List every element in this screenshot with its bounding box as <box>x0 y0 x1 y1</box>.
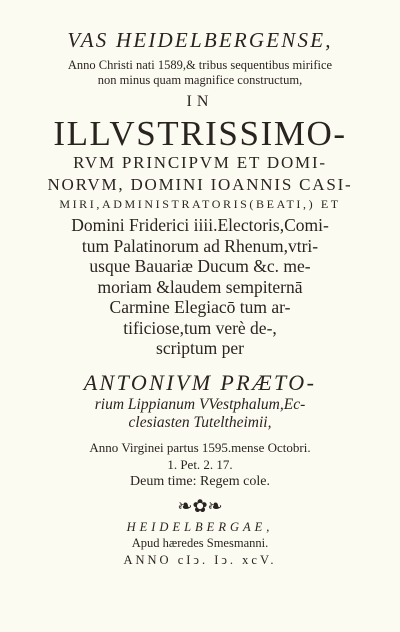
body-line: moriam &laudem sempiternā <box>97 276 303 297</box>
body-line: tificiose,tum verè de-, <box>123 317 277 338</box>
imprint-city: HEIDELBERGAE, <box>126 519 274 534</box>
author-line-3: clesiasten Tuteltheimii, <box>128 414 272 431</box>
subtitle-line-2: non minus quam magnifice constructum, <box>97 72 303 87</box>
date-line: Anno Virginei partus 1595.mense Octobri. <box>89 439 311 455</box>
in-word: IN <box>186 93 214 110</box>
caps-line-1: RVM PRINCIPVM ET DOMI- <box>73 153 327 172</box>
body-line: Carmine Elegiacō tum ar- <box>109 297 291 317</box>
author-line-2: rium Lippianum VVestphalum,Ec- <box>94 395 306 413</box>
body-line: Domini Friderici iiii.Electoris,Comi- <box>71 215 329 235</box>
fleuron-ornament-icon: ❧✿❧ <box>177 495 223 516</box>
imprint-printer: Apud hæredes Smesmanni. <box>131 536 269 550</box>
large-heading: ILLVSTRISSIMO- <box>53 114 347 153</box>
body-line: usque Bauariæ Ducum &c. me- <box>89 256 311 276</box>
motto: Deum time: Regem cole. <box>130 473 270 489</box>
body-line: scriptum per <box>156 338 244 358</box>
caps-line-3: MIRI,ADMINISTRATORIS(BEATI,) ET <box>59 197 341 211</box>
caps-line-2: NORVM, DOMINI IOANNIS CASI- <box>47 175 353 194</box>
author-line-1: ANTONIVM PRÆTO- <box>83 369 317 395</box>
subtitle-line-1: Anno Christi nati 1589,& tribus sequentibus mirifice <box>67 58 333 72</box>
imprint-year: ANNO cIↄ. Iↄ. xcV. <box>123 552 277 567</box>
verse-reference: 1. Pet. 2. 17. <box>167 456 233 472</box>
body-line: tum Palatinorum ad Rhenum,vtri- <box>81 235 319 256</box>
title-line: VAS HEIDELBERGENSE, <box>67 28 333 52</box>
